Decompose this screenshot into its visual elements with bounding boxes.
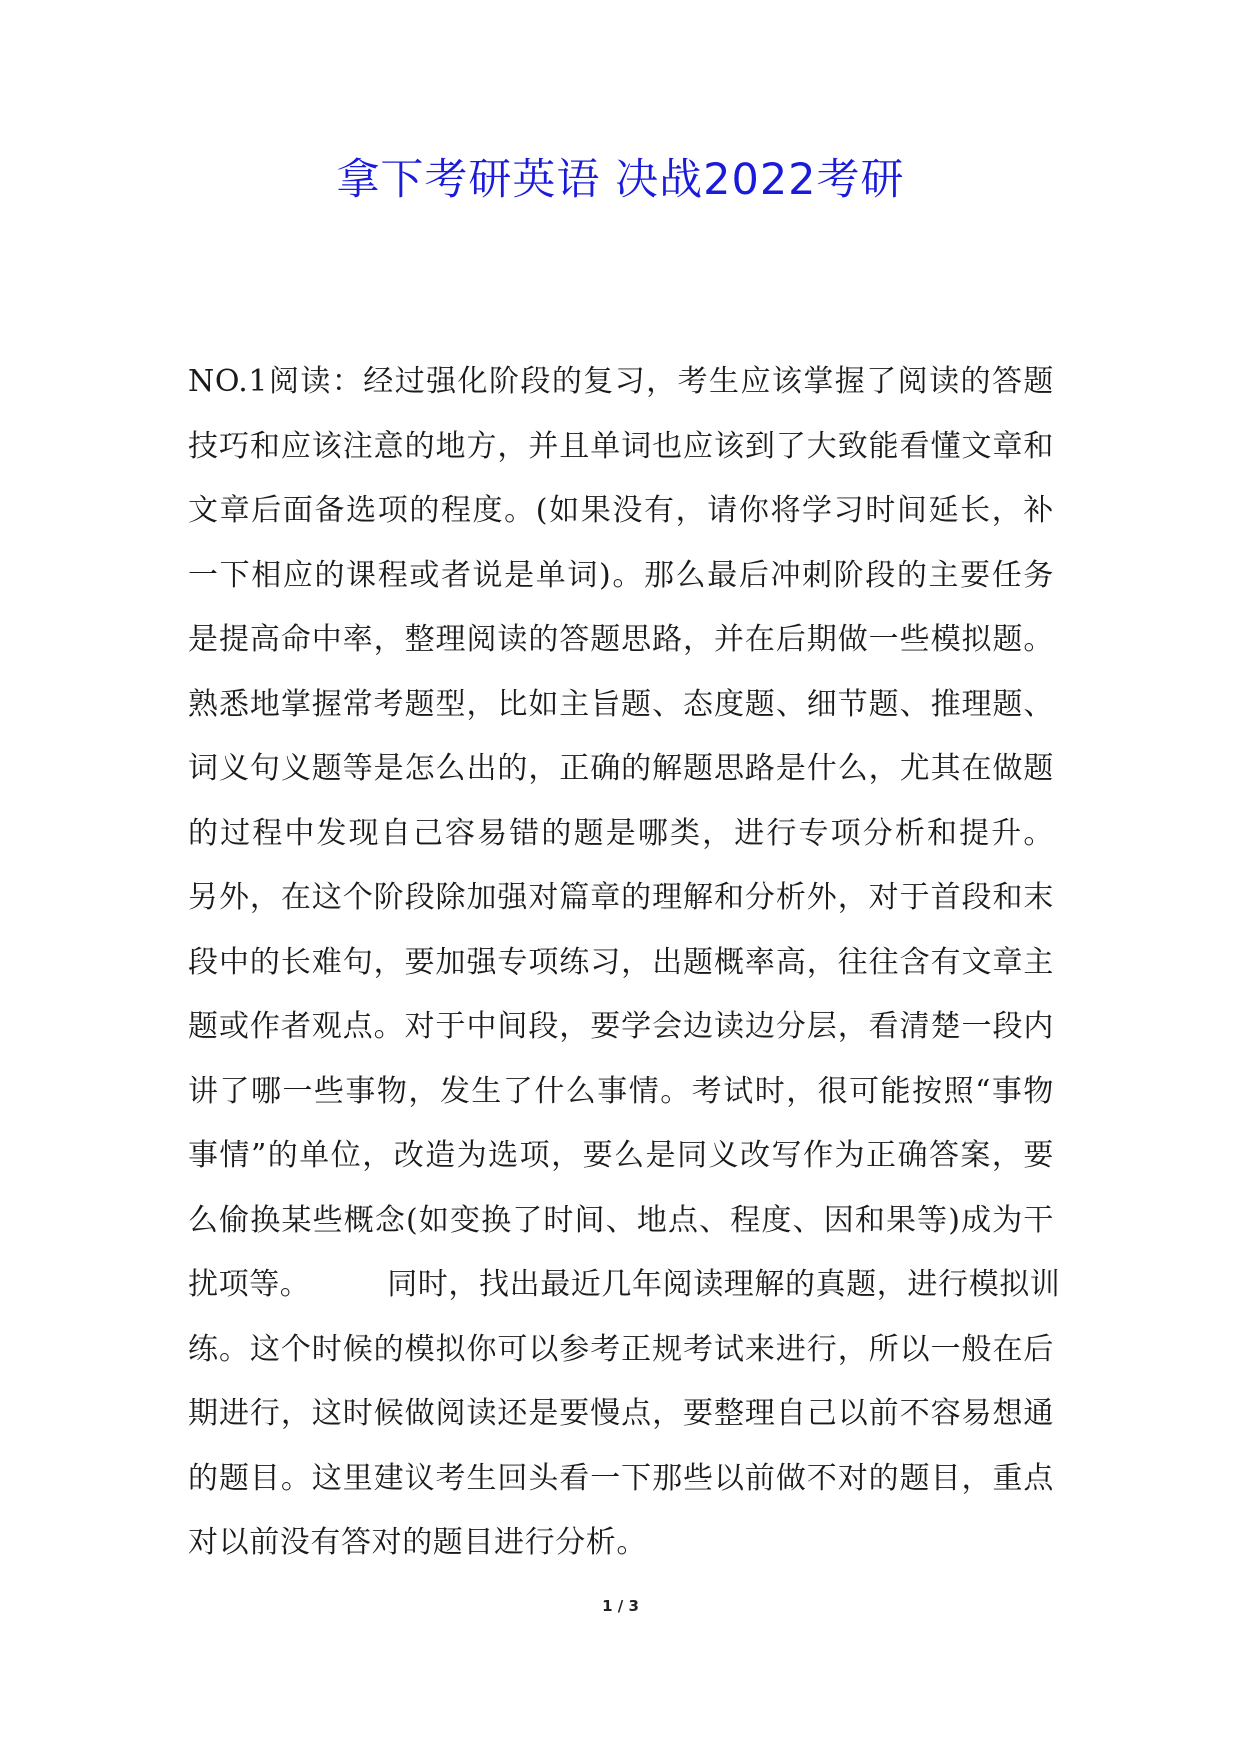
- body-line: 事情”的单位，改造为选项，要么是同义改写作为正确答案，要: [188, 1138, 1054, 1173]
- body-line: 的题目。这里建议考生回头看一下那些以前做不对的题目，重点: [188, 1460, 1054, 1496]
- body-line: 扰项等。 同时，找出最近几年阅读理解的真题，进行模拟训: [188, 1267, 1061, 1302]
- body-line: 对以前没有答对的题目进行分析。: [188, 1525, 647, 1560]
- body-line: 文章后面备选项的程度。(如果没有，请你将学习时间延长，补: [188, 493, 1054, 528]
- body-line: NO.1阅读：经过强化阶段的复习，考生应该掌握了阅读的答题: [188, 364, 1054, 399]
- body-line: 么偷换某些概念(如变换了时间、地点、程度、因和果等)成为干: [188, 1202, 1054, 1238]
- body-line: 一下相应的课程或者说是单词)。那么最后冲刺阶段的主要任务: [188, 557, 1054, 593]
- body-line: 的过程中发现自己容易错的题是哪类，进行专项分析和提升。: [188, 815, 1054, 851]
- page-number: 1 / 3: [602, 1597, 639, 1615]
- body-line: 是提高命中率，整理阅读的答题思路，并在后期做一些模拟题。: [188, 622, 1054, 657]
- body-line: 讲了哪一些事物，发生了什么事情。考试时，很可能按照“事物: [188, 1073, 1054, 1109]
- body-line: 熟悉地掌握常考题型，比如主旨题、态度题、细节题、推理题、: [188, 686, 1054, 722]
- body-line: 另外，在这个阶段除加强对篇章的理解和分析外，对于首段和末: [188, 880, 1054, 915]
- body-line: 练。这个时候的模拟你可以参考正规考试来进行，所以一般在后: [188, 1331, 1054, 1367]
- body-line: 期进行，这时候做阅读还是要慢点，要整理自己以前不容易想通: [188, 1396, 1054, 1431]
- document-body: [188, 350, 1061, 1576]
- body-line: 技巧和应该注意的地方，并且单词也应该到了大致能看懂文章和: [188, 428, 1054, 464]
- body-line: 词义句义题等是怎么出的，正确的解题思路是什么，尤其在做题: [188, 751, 1054, 786]
- body-line: 题或作者观点。对于中间段，要学会边读边分层，看清楚一段内: [188, 1009, 1054, 1044]
- document-title: 拿下考研英语 决战2022考研: [336, 155, 905, 205]
- body-line: 段中的长难句，要加强专项练习，出题概率高，往往含有文章主: [188, 944, 1054, 980]
